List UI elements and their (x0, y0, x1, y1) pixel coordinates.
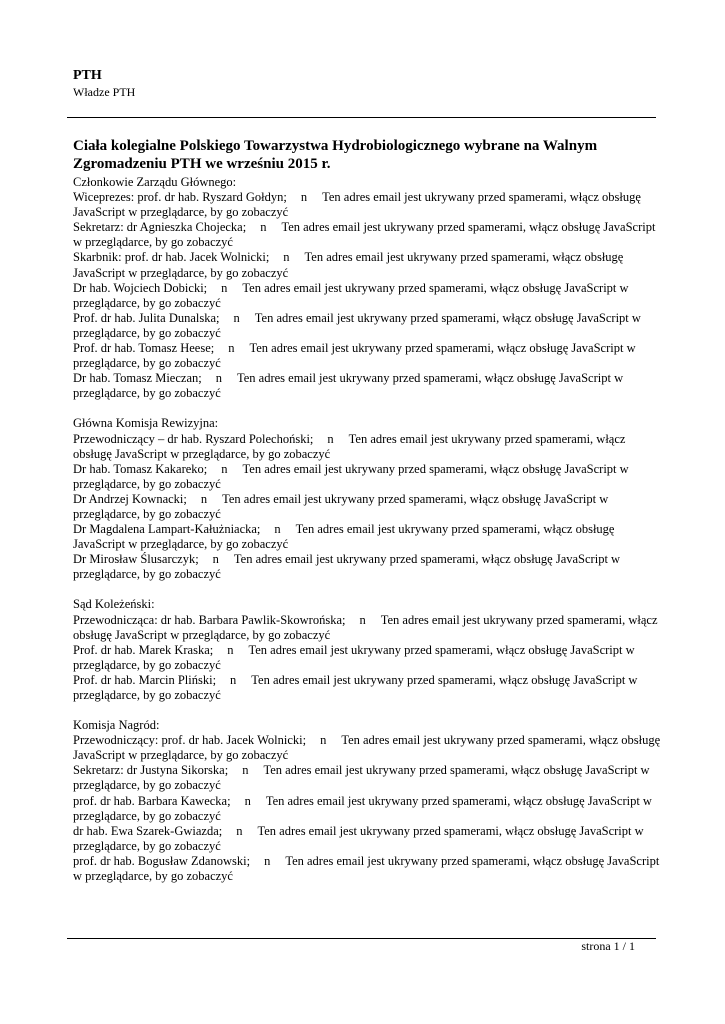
email-protection-notice: Ten adres email jest ukrywany przed spamerami, włącz obsługę JavaScript w przeglądarce, by go zobaczyć (73, 823, 644, 853)
email-protection-notice: Ten adres email jest ukrywany przed spamerami, włącz obsługę JavaScript w przeglądarce, by go zobaczyć (73, 552, 621, 582)
bullet-icon: n (283, 250, 290, 265)
member-entry (73, 613, 663, 643)
member-name: Prof. dr hab. Julita Dunalska; (73, 310, 220, 325)
bullet-icon: n (264, 853, 271, 868)
member-entry (73, 220, 663, 250)
bullet-icon: n (200, 491, 208, 506)
member-name: Dr hab. Wojciech Dobicki; (73, 280, 208, 295)
section (73, 175, 663, 401)
email-protection-notice: Ten adres email jest ukrywany przed spamerami, włącz obsługę JavaScript w przeglądarce, by go zobaczyć (73, 522, 615, 552)
member-entry (73, 824, 663, 854)
email-protection-notice: Ten adres email jest ukrywany przed spamerami, włącz obsługę JavaScript w przeglądarce, by go zobaczyć (73, 431, 626, 461)
section (73, 597, 663, 703)
member-name: dr hab. Ewa Szarek-Gwiazda; (73, 823, 223, 838)
email-protection-notice: Ten adres email jest ukrywany przed spamerami, włącz obsługę JavaScript w przeglądarce, by go zobaczyć (73, 642, 635, 672)
bullet-icon: n (233, 310, 240, 325)
member-entry (73, 250, 663, 280)
sections-container (73, 175, 663, 884)
member-entry (73, 794, 663, 824)
email-protection-notice: Ten adres email jest ukrywany przed spamerami, włącz obsługę JavaScript w przeglądarce, by go zobaczyć (73, 733, 661, 763)
bullet-icon: n (260, 220, 267, 235)
member-name: prof. dr hab. Barbara Kawecka; (73, 793, 231, 808)
member-entry (73, 341, 663, 371)
member-entry (73, 763, 663, 793)
member-entry (73, 371, 663, 401)
member-entry (73, 854, 663, 884)
bullet-icon: n (242, 763, 249, 778)
member-name: prof. dr hab. Bogusław Zdanowski; (73, 853, 251, 868)
bullet-icon: n (236, 823, 243, 838)
member-name: Skarbnik: prof. dr hab. Jacek Wolnicki; (73, 250, 270, 265)
member-name: Dr hab. Tomasz Kakareko; (73, 461, 208, 476)
member-entry (73, 552, 663, 582)
member-entry (73, 733, 663, 763)
bullet-icon: n (359, 612, 366, 627)
section (73, 416, 663, 582)
email-protection-notice: Ten adres email jest ukrywany przed spamerami, włącz obsługę JavaScript w przeglądarce, by go zobaczyć (73, 672, 638, 702)
member-name: Prof. dr hab. Marcin Pliński; (73, 672, 217, 687)
member-name: Dr Magdalena Lampart-Kałużniacka; (73, 522, 261, 537)
page-header (73, 67, 135, 100)
section-heading: Główna Komisja Rewizyjna: (73, 416, 219, 431)
member-name: Dr Mirosław Ślusarczyk; (73, 552, 199, 567)
member-entry (73, 492, 663, 522)
member-name: Dr hab. Tomasz Mieczan; (73, 371, 202, 386)
bullet-icon: n (320, 733, 327, 748)
section-heading: Komisja Nagród: (73, 718, 160, 733)
member-entry (73, 190, 663, 220)
section-heading: Członkowie Zarządu Głównego: (73, 175, 237, 189)
member-entry (73, 281, 663, 311)
bullet-icon: n (228, 341, 235, 356)
member-entry (73, 643, 663, 673)
bullet-icon: n (215, 371, 222, 386)
member-entry (73, 673, 663, 703)
bullet-icon: n (212, 552, 219, 567)
email-protection-notice: Ten adres email jest ukrywany przed spamerami, włącz obsługę JavaScript w przeglądarce, by go zobaczyć (73, 280, 629, 310)
bullet-icon: n (230, 672, 237, 687)
member-name: Przewodnicząca: dr hab. Barbara Pawlik-Skowrońska; (73, 612, 346, 627)
bullet-icon: n (327, 431, 334, 446)
bullet-icon: n (221, 280, 228, 295)
bullet-icon: n (274, 522, 281, 537)
member-name: Sekretarz: dr Agnieszka Chojecka; (73, 220, 247, 235)
member-entry (73, 432, 663, 462)
member-entry (73, 311, 663, 341)
email-protection-notice: Ten adres email jest ukrywany przed spamerami, włącz obsługę JavaScript w przeglądarce, by go zobaczyć (73, 793, 652, 823)
email-protection-notice: Ten adres email jest ukrywany przed spamerami, włącz obsługę JavaScript w przeglądarce, by go zobaczyć (73, 612, 658, 642)
member-name: Wiceprezes: prof. dr hab. Ryszard Gołdyn; (73, 190, 287, 205)
email-protection-notice: Ten adres email jest ukrywany przed spamerami, włącz obsługę JavaScript w przeglądarce, by go zobaczyć (73, 341, 636, 371)
top-divider (67, 117, 656, 118)
bullet-icon: n (244, 793, 251, 808)
member-name: Przewodniczący: prof. dr hab. Jacek Wolnicki; (73, 733, 307, 748)
member-name: Prof. dr hab. Marek Kraska; (73, 642, 214, 657)
page-title: Ciała kolegialne Polskiego Towarzystwa Hydrobiologicznego wybrane na Walnym Zgromadzeniu PTH we wrześniu 2015 r. (73, 138, 598, 172)
email-protection-notice: Ten adres email jest ukrywany przed spamerami, włącz obsługę JavaScript w przeglądarce, by go zobaczyć (73, 250, 624, 280)
email-protection-notice: Ten adres email jest ukrywany przed spamerami, włącz obsługę JavaScript w przeglądarce, by go zobaczyć (73, 491, 609, 521)
email-protection-notice: Ten adres email jest ukrywany przed spamerami, włącz obsługę JavaScript w przeglądarce, by go zobaczyć (73, 310, 641, 340)
member-entry (73, 522, 663, 552)
bullet-icon: n (227, 642, 234, 657)
email-protection-notice: Ten adres email jest ukrywany przed spamerami, włącz obsługę JavaScript w przeglądarce, by go zobaczyć (73, 190, 641, 220)
member-name: Przewodniczący – dr hab. Ryszard Polechoński; (73, 431, 314, 446)
email-protection-notice: Ten adres email jest ukrywany przed spamerami, włącz obsługę JavaScript w przeglądarce, by go zobaczyć (73, 220, 656, 250)
article-content (73, 137, 663, 899)
email-protection-notice: Ten adres email jest ukrywany przed spamerami, włącz obsługę JavaScript w przeglądarce, by go zobaczyć (73, 371, 624, 401)
bottom-divider (67, 938, 656, 939)
email-protection-notice: Ten adres email jest ukrywany przed spamerami, włącz obsługę JavaScript w przeglądarce, by go zobaczyć (73, 461, 629, 491)
member-entry (73, 462, 663, 492)
member-name: Sekretarz: dr Justyna Sikorska; (73, 763, 229, 778)
email-protection-notice: Ten adres email jest ukrywany przed spamerami, włącz obsługę JavaScript w przeglądarce, by go zobaczyć (73, 763, 650, 793)
bullet-icon: n (300, 190, 308, 205)
page-number: strona 1 / 1 (581, 939, 635, 953)
member-name: Dr Andrzej Kownacki; (73, 491, 187, 506)
email-protection-notice: Ten adres email jest ukrywany przed spamerami, włącz obsługę JavaScript w przeglądarce, by go zobaczyć (73, 853, 660, 884)
section-name: Władze PTH (73, 85, 136, 99)
site-name: PTH (73, 68, 102, 83)
member-name: Prof. dr hab. Tomasz Heese; (73, 341, 215, 356)
bullet-icon: n (221, 461, 228, 476)
section-heading: Sąd Koleżeński: (73, 597, 155, 612)
section (73, 718, 663, 884)
